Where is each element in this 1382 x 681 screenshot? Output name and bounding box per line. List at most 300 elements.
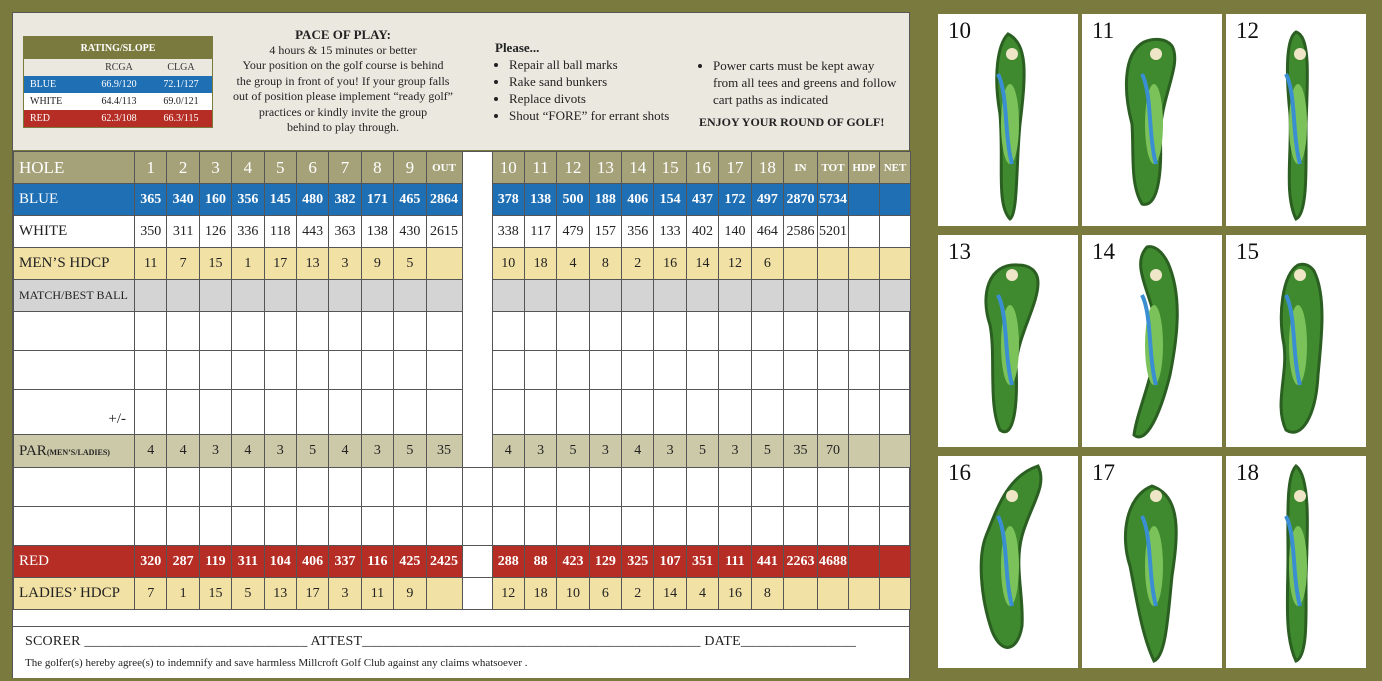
score-cell: 14 — [686, 248, 718, 280]
score-input-cell[interactable] — [751, 390, 783, 435]
score-input-cell[interactable] — [686, 280, 718, 312]
score-input-cell[interactable] — [818, 312, 849, 351]
score-input-cell[interactable] — [329, 468, 361, 507]
score-input-cell[interactable] — [329, 312, 361, 351]
score-cell: 188 — [589, 184, 621, 216]
score-input-cell[interactable] — [361, 468, 393, 507]
score-input-cell[interactable] — [524, 468, 556, 507]
score-input-cell[interactable] — [784, 351, 818, 390]
score-input-cell[interactable] — [264, 507, 296, 546]
out-total: 2425 — [426, 546, 462, 578]
score-cell: 382 — [329, 184, 361, 216]
score-input-cell[interactable] — [492, 312, 524, 351]
score-input-cell[interactable] — [557, 507, 589, 546]
score-input-cell[interactable] — [167, 390, 199, 435]
par-cell: 4 — [492, 435, 524, 468]
score-input-cell[interactable] — [654, 468, 686, 507]
score-input-cell[interactable] — [751, 468, 783, 507]
score-cell: 465 — [394, 184, 426, 216]
score-input-cell[interactable] — [654, 312, 686, 351]
score-cell: 119 — [199, 546, 231, 578]
score-input-cell[interactable] — [296, 312, 328, 351]
pace-line: the group in front of you! If your group falls — [236, 73, 450, 88]
score-cell: 11 — [361, 578, 393, 610]
score-input-cell[interactable] — [264, 280, 296, 312]
score-cell: 157 — [589, 216, 621, 248]
hole-map-number: 10 — [948, 18, 971, 43]
score-input-cell[interactable] — [492, 390, 524, 435]
score-input-cell[interactable] — [686, 390, 718, 435]
par-cell: 4 — [329, 435, 361, 468]
par-cell: 4 — [232, 435, 264, 468]
par-cell: 3 — [589, 435, 621, 468]
hole-layout-icon — [1082, 14, 1222, 226]
out-total — [426, 578, 462, 610]
score-input-cell[interactable] — [264, 312, 296, 351]
par-cell: 5 — [751, 435, 783, 468]
score-cell: 14 — [654, 578, 686, 610]
score-input-cell[interactable] — [557, 280, 589, 312]
score-input-cell[interactable] — [232, 280, 264, 312]
score-input-cell[interactable] — [329, 507, 361, 546]
score-cell: 423 — [557, 546, 589, 578]
ladies-hdcp-row — [14, 578, 911, 610]
score-input-cell[interactable] — [394, 280, 426, 312]
score-input-cell[interactable] — [232, 390, 264, 435]
player-name-cell[interactable] — [14, 351, 135, 390]
net-header: NET — [880, 152, 911, 184]
score-input-cell[interactable] — [849, 351, 880, 390]
score-cell: 288 — [492, 546, 524, 578]
score-input-cell[interactable] — [880, 507, 911, 546]
score-input-cell[interactable] — [264, 390, 296, 435]
score-input-cell[interactable] — [719, 507, 751, 546]
score-input-cell[interactable] — [296, 507, 328, 546]
par-label — [14, 435, 135, 468]
score-input-cell[interactable] — [784, 507, 818, 546]
pace-line: practices or kindly invite the group — [258, 104, 428, 119]
cart-rules — [699, 57, 899, 131]
score-input-cell[interactable] — [394, 507, 426, 546]
par-cell: 3 — [361, 435, 393, 468]
score-cell: 104 — [264, 546, 296, 578]
score-input-cell[interactable] — [849, 312, 880, 351]
pace-line: 4 hours & 15 minutes or better — [269, 42, 417, 57]
score-cell: 311 — [167, 216, 199, 248]
score-input-cell[interactable] — [719, 280, 751, 312]
hole-layout-icon — [938, 456, 1078, 668]
score-input-cell[interactable] — [394, 468, 426, 507]
score-cell: 171 — [361, 184, 393, 216]
score-input-cell[interactable] — [426, 312, 462, 351]
red-tee-row — [14, 546, 911, 578]
score-cell: 18 — [524, 578, 556, 610]
score-input-cell[interactable] — [199, 312, 231, 351]
score-input-cell[interactable] — [654, 390, 686, 435]
score-input-cell[interactable] — [296, 280, 328, 312]
score-input-cell[interactable] — [751, 351, 783, 390]
tot-total — [818, 578, 849, 610]
hole-map-14 — [1082, 235, 1222, 447]
score-input-cell[interactable] — [589, 280, 621, 312]
score-cell: 4 — [557, 248, 589, 280]
score-input-cell[interactable] — [135, 280, 167, 312]
score-input-cell[interactable] — [654, 507, 686, 546]
score-input-cell[interactable] — [719, 351, 751, 390]
player-score-row — [14, 468, 911, 507]
player-name-cell[interactable] — [14, 312, 135, 351]
player-gap — [462, 507, 492, 546]
info-panel — [13, 13, 909, 152]
score-input-cell[interactable] — [492, 468, 524, 507]
score-input-cell[interactable] — [818, 280, 849, 312]
score-input-cell[interactable] — [589, 312, 621, 351]
score-input-cell[interactable] — [784, 390, 818, 435]
etiquette-item: • Shout “FORE” for errant shots — [509, 107, 669, 124]
score-input-cell[interactable] — [167, 312, 199, 351]
score-cell: 479 — [557, 216, 589, 248]
net-cell[interactable] — [880, 578, 911, 610]
player-gap — [462, 468, 492, 507]
pace-line: behind to play through. — [287, 120, 399, 134]
net-cell[interactable] — [880, 248, 911, 280]
hole-map-number: 15 — [1236, 239, 1259, 264]
score-input-cell[interactable] — [264, 351, 296, 390]
score-cell: 12 — [719, 248, 751, 280]
hole-row-label: HOLE — [14, 152, 135, 184]
score-input-cell[interactable] — [361, 280, 393, 312]
score-cell: 118 — [264, 216, 296, 248]
hole-layout-icon — [938, 235, 1078, 447]
net-cell[interactable] — [880, 216, 911, 248]
score-cell: 7 — [167, 248, 199, 280]
score-input-cell[interactable] — [751, 280, 783, 312]
score-input-cell[interactable] — [167, 280, 199, 312]
score-input-cell[interactable] — [232, 312, 264, 351]
score-input-cell[interactable] — [557, 351, 589, 390]
score-cell: 430 — [394, 216, 426, 248]
scorecard-table — [13, 151, 911, 610]
score-input-cell[interactable] — [784, 468, 818, 507]
score-input-cell[interactable] — [622, 312, 654, 351]
player-score-row — [14, 507, 911, 546]
par-cell: 3 — [719, 435, 751, 468]
score-cell: 2 — [622, 578, 654, 610]
score-input-cell[interactable] — [135, 468, 167, 507]
hole-number: 11 — [524, 152, 556, 184]
score-input-cell[interactable] — [167, 507, 199, 546]
score-input-cell[interactable] — [849, 280, 880, 312]
score-input-cell[interactable] — [589, 507, 621, 546]
score-input-cell[interactable] — [686, 351, 718, 390]
score-input-cell[interactable] — [426, 351, 462, 390]
score-cell: 406 — [296, 546, 328, 578]
out-total: 2864 — [426, 184, 462, 216]
score-input-cell[interactable] — [589, 351, 621, 390]
score-cell: 425 — [394, 546, 426, 578]
etiquette-item: • Rake sand bunkers — [509, 73, 669, 90]
score-cell: 3 — [329, 578, 361, 610]
score-input-cell[interactable] — [329, 280, 361, 312]
score-cell: 8 — [751, 578, 783, 610]
blue-tee-row-label: BLUE — [14, 184, 135, 216]
score-cell: 365 — [135, 184, 167, 216]
hole-number: 3 — [199, 152, 231, 184]
score-input-cell[interactable] — [686, 507, 718, 546]
hole-number: 1 — [135, 152, 167, 184]
score-cell: 154 — [654, 184, 686, 216]
hdp-cell[interactable] — [849, 435, 880, 468]
par-cell: 3 — [524, 435, 556, 468]
score-input-cell[interactable] — [199, 390, 231, 435]
hdp-header: HDP — [849, 152, 880, 184]
hole-number: 4 — [232, 152, 264, 184]
hole-map-15 — [1226, 235, 1366, 447]
tot-total — [818, 248, 849, 280]
hole-map-16 — [938, 456, 1078, 668]
score-input-cell[interactable] — [296, 468, 328, 507]
score-input-cell[interactable] — [589, 390, 621, 435]
rating-row-white: WHITE 64.4/113 69.0/121 — [24, 93, 212, 110]
par-cell: 3 — [264, 435, 296, 468]
hdp-cell[interactable] — [849, 546, 880, 578]
score-cell: 443 — [296, 216, 328, 248]
hole-map-10 — [938, 14, 1078, 226]
score-input-cell[interactable] — [361, 312, 393, 351]
score-cell: 350 — [135, 216, 167, 248]
score-cell: 464 — [751, 216, 783, 248]
score-cell: 441 — [751, 546, 783, 578]
score-input-cell[interactable] — [524, 280, 556, 312]
score-input-cell[interactable] — [492, 351, 524, 390]
disclaimer: The golfer(s) hereby agree(s) to indemnify and save harmless Millcroft Golf Club against any claims whatsoever . — [25, 657, 528, 669]
score-input-cell[interactable] — [199, 351, 231, 390]
hdp-cell[interactable] — [849, 184, 880, 216]
score-cell: 5 — [232, 578, 264, 610]
score-input-cell[interactable] — [296, 390, 328, 435]
score-input-cell[interactable] — [167, 468, 199, 507]
score-input-cell[interactable] — [880, 390, 911, 435]
in-total: 35 — [784, 435, 818, 468]
in-total: 2586 — [784, 216, 818, 248]
tot-header: TOT — [818, 152, 849, 184]
score-input-cell[interactable] — [426, 507, 462, 546]
score-input-cell[interactable] — [654, 351, 686, 390]
score-cell: 10 — [557, 578, 589, 610]
score-cell: 340 — [167, 184, 199, 216]
mens-hdcp-row-label: MEN’S HDCP — [14, 248, 135, 280]
score-input-cell[interactable] — [232, 507, 264, 546]
score-input-cell[interactable] — [394, 351, 426, 390]
score-input-cell[interactable] — [818, 507, 849, 546]
score-input-cell[interactable] — [849, 507, 880, 546]
par-cell: 4 — [622, 435, 654, 468]
score-cell: 140 — [719, 216, 751, 248]
hole-map-number: 11 — [1092, 18, 1115, 43]
score-input-cell[interactable] — [818, 390, 849, 435]
score-input-cell[interactable] — [589, 468, 621, 507]
score-input-cell[interactable] — [751, 312, 783, 351]
tot-total: 5734 — [818, 184, 849, 216]
score-input-cell[interactable] — [622, 280, 654, 312]
enjoy-message: ENJOY YOUR ROUND OF GOLF! — [699, 115, 885, 129]
score-input-cell[interactable] — [880, 468, 911, 507]
hdp-cell[interactable] — [849, 216, 880, 248]
score-input-cell[interactable] — [199, 280, 231, 312]
score-input-cell[interactable] — [622, 468, 654, 507]
score-input-cell[interactable] — [524, 351, 556, 390]
score-input-cell[interactable] — [135, 312, 167, 351]
score-input-cell[interactable] — [524, 507, 556, 546]
player-name-cell[interactable] — [14, 468, 135, 507]
hole-map-number: 17 — [1092, 460, 1115, 485]
hole-number: 10 — [492, 152, 524, 184]
score-cell: 16 — [719, 578, 751, 610]
hole-map-13 — [938, 235, 1078, 447]
tot-total: 70 — [818, 435, 849, 468]
score-input-cell[interactable] — [557, 468, 589, 507]
score-cell: 18 — [524, 248, 556, 280]
net-cell[interactable] — [880, 184, 911, 216]
par-label-text: PAR — [19, 442, 47, 459]
score-cell: 500 — [557, 184, 589, 216]
hole-number: 5 — [264, 152, 296, 184]
hole-map-number: 13 — [948, 239, 971, 264]
score-cell: 406 — [622, 184, 654, 216]
score-input-cell[interactable] — [686, 312, 718, 351]
score-cell: 480 — [296, 184, 328, 216]
hole-number: 14 — [622, 152, 654, 184]
net-cell[interactable] — [880, 546, 911, 578]
cart-rule-item: • Power carts must be kept away from all tees and greens and follow cart paths as indicated — [713, 57, 899, 108]
score-cell: 126 — [199, 216, 231, 248]
score-input-cell[interactable] — [135, 351, 167, 390]
rating-slope-table — [23, 36, 213, 128]
score-cell: 9 — [361, 248, 393, 280]
scorecard — [12, 12, 910, 678]
score-input-cell[interactable] — [361, 390, 393, 435]
score-input-cell[interactable] — [329, 390, 361, 435]
score-input-cell[interactable] — [557, 390, 589, 435]
score-input-cell[interactable] — [199, 468, 231, 507]
hole-map-12 — [1226, 14, 1366, 226]
score-input-cell[interactable] — [622, 351, 654, 390]
hole-number: 15 — [654, 152, 686, 184]
score-input-cell[interactable] — [719, 312, 751, 351]
score-input-cell[interactable] — [784, 280, 818, 312]
score-input-cell[interactable] — [524, 312, 556, 351]
score-input-cell[interactable] — [492, 280, 524, 312]
pace-title: PACE OF PLAY: — [295, 27, 391, 42]
score-cell: 15 — [199, 248, 231, 280]
signature-footer — [13, 626, 909, 678]
net-cell[interactable] — [880, 435, 911, 468]
score-input-cell[interactable] — [167, 351, 199, 390]
score-cell: 287 — [167, 546, 199, 578]
score-input-cell[interactable] — [622, 390, 654, 435]
hole-map-11 — [1082, 14, 1222, 226]
in-total — [784, 248, 818, 280]
score-input-cell[interactable] — [524, 390, 556, 435]
score-input-cell[interactable] — [135, 507, 167, 546]
score-input-cell[interactable] — [719, 468, 751, 507]
score-cell: 10 — [492, 248, 524, 280]
hole-map-number: 14 — [1092, 239, 1115, 264]
player-vertical-label — [462, 152, 492, 468]
score-input-cell[interactable] — [880, 312, 911, 351]
rating-header-row: RCGA CLGA — [24, 59, 212, 76]
score-cell: 116 — [361, 546, 393, 578]
white-tee-row-label: WHITE — [14, 216, 135, 248]
score-input-cell[interactable] — [361, 351, 393, 390]
score-cell: 320 — [135, 546, 167, 578]
score-cell: 129 — [589, 546, 621, 578]
score-input-cell[interactable] — [361, 507, 393, 546]
score-input-cell[interactable] — [880, 351, 911, 390]
score-input-cell[interactable] — [686, 468, 718, 507]
score-cell: 378 — [492, 184, 524, 216]
score-input-cell[interactable] — [296, 351, 328, 390]
score-input-cell[interactable] — [880, 280, 911, 312]
score-cell: 8 — [589, 248, 621, 280]
score-input-cell[interactable] — [784, 312, 818, 351]
score-input-cell[interactable] — [849, 468, 880, 507]
hdp-cell[interactable] — [849, 248, 880, 280]
hdp-cell[interactable] — [849, 578, 880, 610]
score-input-cell[interactable] — [654, 280, 686, 312]
score-cell: 437 — [686, 184, 718, 216]
hole-map-number: 16 — [948, 460, 971, 485]
score-cell: 17 — [264, 248, 296, 280]
player-name-cell[interactable] — [14, 507, 135, 546]
score-cell: 107 — [654, 546, 686, 578]
score-input-cell[interactable] — [394, 390, 426, 435]
signature-line[interactable]: SCORER _______________________________ ATTEST_______________________________________________ DATE________________ — [25, 634, 857, 649]
score-input-cell[interactable] — [818, 351, 849, 390]
score-cell: 1 — [232, 248, 264, 280]
score-input-cell[interactable] — [719, 390, 751, 435]
score-input-cell[interactable] — [135, 390, 167, 435]
score-cell: 336 — [232, 216, 264, 248]
red-tee-row-label: RED — [14, 546, 135, 578]
match-best-ball-label: MATCH/BEST BALL — [14, 280, 135, 312]
par-cell: 4 — [135, 435, 167, 468]
score-input-cell[interactable] — [751, 507, 783, 546]
score-input-cell[interactable] — [818, 468, 849, 507]
score-input-cell[interactable] — [426, 468, 462, 507]
score-input-cell[interactable] — [264, 468, 296, 507]
hole-map-number: 18 — [1236, 460, 1259, 485]
score-input-cell[interactable] — [329, 351, 361, 390]
score-input-cell[interactable] — [199, 507, 231, 546]
score-cell: 6 — [751, 248, 783, 280]
score-input-cell[interactable] — [426, 280, 462, 312]
hole-map-18 — [1226, 456, 1366, 668]
hole-layout-icon — [1226, 456, 1366, 668]
score-input-cell[interactable] — [232, 351, 264, 390]
score-cell: 17 — [296, 578, 328, 610]
score-input-cell[interactable] — [394, 312, 426, 351]
score-input-cell[interactable] — [232, 468, 264, 507]
score-input-cell[interactable] — [849, 390, 880, 435]
score-input-cell[interactable] — [492, 507, 524, 546]
score-input-cell[interactable] — [426, 390, 462, 435]
score-input-cell[interactable] — [622, 507, 654, 546]
score-input-cell[interactable] — [557, 312, 589, 351]
score-cell: 311 — [232, 546, 264, 578]
rating-row-red: RED 62.3/108 66.3/115 — [24, 110, 212, 127]
score-cell: 172 — [719, 184, 751, 216]
